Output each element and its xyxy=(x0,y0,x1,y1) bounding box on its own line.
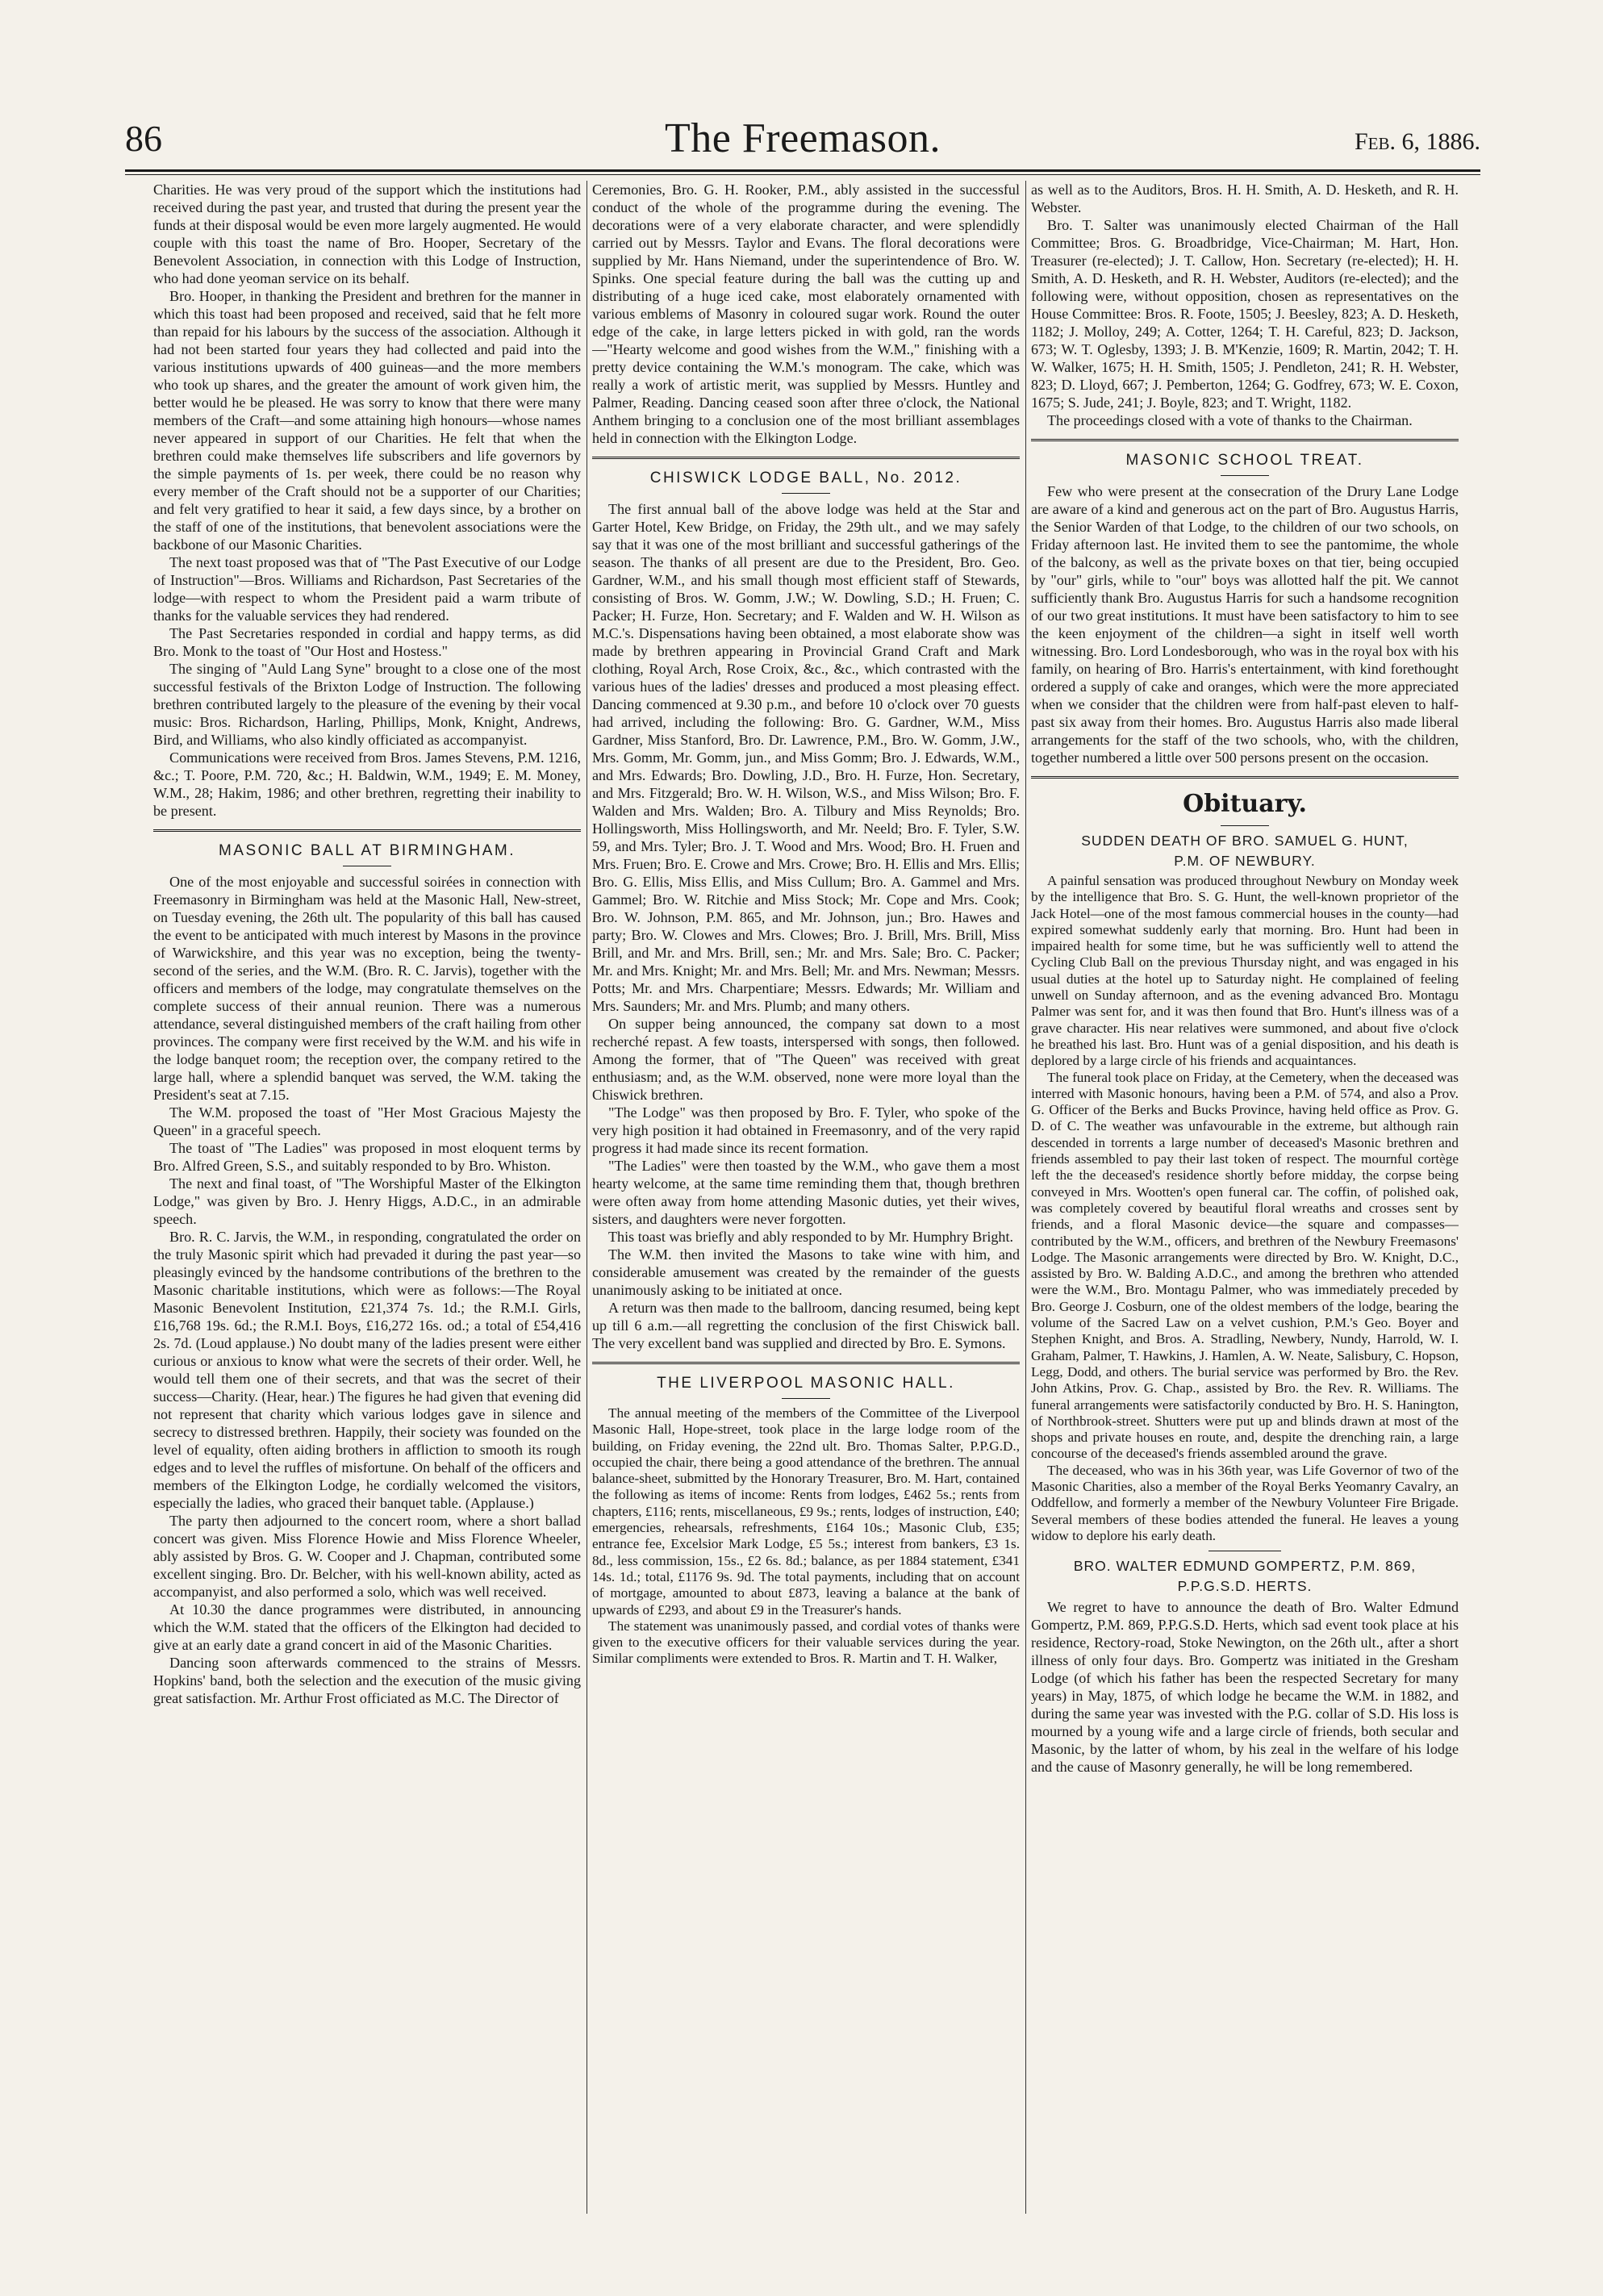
article-paragraph: Charities. He was very proud of the support which the institutions had received during the past year, and trusted that during the present year the funds at their disposal would be even more largely augmented. He would couple with this toast the name of Bro. Hooper, Secretary of the Benevolent Association, in connection with this Lodge of Instruction, who had done yeoman service on its behalf. xyxy=(153,182,581,286)
article-paragraph: The singing of "Auld Lang Syne" brought to a close one of the most successful festivals of the Brixton Lodge of Instruction. The following brethren contributed largely to the pleasure of the evening by their vocal music: Bros. Richardson, Harling, Phillips, Monk, Knight, Andrews, Bird, and Williams, who also kindly officiated as accompanyist. xyxy=(153,661,581,748)
newspaper-title: The Freemason. xyxy=(664,115,941,161)
article-paragraph: Few who were present at the consecration of the Drury Lane Lodge are aware of a kind and generous act on the part of Bro. Augustus Harris, the Senior Warden of that Lodge, to the children of our two schools, on Friday afternoon last. He invited them to see the pantomime, the whole of the balcony, as well as the private boxes on that tier, being occupied by "our" girls, while to "our" boys was allotted half the pit. We cannot sufficiently thank Bro. Augustus Harris for such a handsome recognition of our two great institutions. It must have been satisfactory to him to see the keen enjoyment of the children—a sight in itself well worth witnessing. Bro. Lord Londesborough, who was in the royal box with his family, on hearing of Bro. Harris's entertainment, with kind forethought ordered a supply of cake and oranges, which were the more appreciated when we consider that the children were from half-past eleven to half-past six away from their homes. Bro. Augustus Harris also made liberal arrangements for the staff of the two schools, who, with the children, together numbered a little over 500 persons present on the occasion. xyxy=(1031,483,1459,766)
column-3 xyxy=(1031,181,1459,2246)
section-heading: CHISWICK LODGE BALL, No. 2012. xyxy=(649,470,962,486)
article-paragraph: Dancing soon afterwards commenced to the strains of Messrs. Hopkins' band, both the selection and the execution of the music giving great satisfaction. Mr. Arthur Frost officiated as M.C. The Director of xyxy=(153,1655,581,1706)
article-paragraph: "The Lodge" was then proposed by Bro. F. Tyler, who spoke of the very high position it had obtained in Freemasonry, and of the very rapid progress it had made since its recent formation. xyxy=(592,1104,1020,1156)
heading-dash xyxy=(782,493,830,494)
obituary-subheading: P.P.G.S.D. HERTS. xyxy=(1177,1578,1313,1595)
article-paragraph: The Past Secretaries responded in cordial and happy terms, as did Bro. Monk to the toast of "Our Host and Hostess." xyxy=(153,625,581,659)
article-paragraph: The W.M. then invited the Masons to take wine with him, and considerable amusement was created by the remainder of the guests unanimously asking to be initiated at once. xyxy=(592,1246,1020,1298)
article-paragraph: "The Ladies" were then toasted by the W.M., who gave them a most hearty welcome, at the same time reminding them that, though brethren were often away from home attending Masonic duties, yet their wives, sisters, and daughters were never forgotten. xyxy=(592,1158,1020,1227)
heading-dash xyxy=(782,1398,830,1399)
obituary-subheading: P.M. OF NEWBURY. xyxy=(1174,853,1316,869)
article-paragraph: Ceremonies, Bro. G. H. Rooker, P.M., ably assisted in the successful conduct of the whole of the programme during the evening. The decorations were of a very elaborate character, and were splendidly carried out by Messrs. Taylor and Evans. The floral decorations were supplied by Mr. Hans Niemand, under the superintendence of Bro. W. Spinks. One special feature during the ball was the cutting up and distributing of a huge iced cake, most elaborately ornamented with various emblems of Masonry in coloured sugar work. Round the outer edge of the cake, in large letters picked in with gold, ran the words—"Hearty welcome and good wishes from the W.M.," finishing with a pretty device containing the W.M.'s monogram. The cake, which was really a work of artistic merit, was supplied by Messrs. Huntley and Palmer, Reading. Dancing ceased soon after three o'clock, the National Anthem bringing to a conclusion one of the most brilliant assemblages held in connection with the Elkington Lodge. xyxy=(592,182,1020,446)
masthead-rule-thin xyxy=(125,174,1480,175)
article-paragraph: The W.M. proposed the toast of "Her Most Gracious Majesty the Queen" in a graceful speech. xyxy=(153,1104,581,1138)
masthead xyxy=(125,113,1480,177)
article-paragraph: The next toast proposed was that of "The Past Executive of our Lodge of Instruction"—Bros. Williams and Richardson, Past Secretaries of the lodge—with respect to whom the President paid a warm tribute of thanks for the valuable services they had rendered. xyxy=(153,554,581,624)
issue-date: Feb. 6, 1886. xyxy=(1354,128,1480,155)
heading-dash xyxy=(1221,475,1269,476)
article-paragraph: Bro. R. C. Jarvis, the W.M., in responding, congratulated the order on the truly Masonic spirit which had prevaded it during the past year—so pleasingly evinced by the handsome contributions of the brethren to the Masonic charitable institutions, which were as follows:—The Royal Masonic Benevolent Institution, £21,374 7s. 1d.; the R.M.I. Girls, £16,768 19s. 6d.; the R.M.I. Boys, £16,272 16s. od.; a total of £54,416 2s. 7d. (Loud applause.) No doubt many of the ladies present were either curious or anxious to know what were the secrets of their order. Well, he would tell them one of their secrets, and that was the secret of their success—Charity. (Hear, hear.) The figures he had given that evening did not represent that charity which various lodges gave in silence and secrecy to distressed brethren. Happily, their society was founded on the level of equality, often aiding brothers in affliction to smooth its rough edges and to level the ruffles of misfortune. On behalf of the officers and members of the Elkington Lodge, he cordially welcomed the visitors, especially the ladies, who graced their banquet table. (Applause.) xyxy=(153,1229,581,1511)
section-heading: MASONIC BALL AT BIRMINGHAM. xyxy=(218,842,516,859)
article-paragraph: The funeral took place on Friday, at the Cemetery, when the deceased was interred with Masonic honours, having been a P.M. of 574, and also a Prov. G. Officer of the Berks and Bucks Province, having held office as Prov. G. D. of C. The weather was unfavourable in the extreme, but although rain descended in torrents a large number of deceased's Masonic brethren and friends assembled to pay their last token of respect. The mournful cortège left the the deceased's residence shortly before midday, the corpse being conveyed in Mrs. Wootten's open funeral car. The coffin, of polished oak, was completely covered by beautiful floral wreaths and crosses sent by friends, and a floral Masonic device—the square and compasses—contributed by the W.M., officers, and brethren of the Newbury Freemasons' Lodge. The Masonic arrangements were directed by Bro. W. Knight, D.C., assisted by Bro. W. Balding A.D.C., and among the brethren who attended were the W.M., Bro. Montagu Palmer, who was immediately preceded by Bro. George J. Cosburn, one of the oldest members of the lodge, bearing the volume of the Sacred Law on a velvet cushion, P.M.'s Geo. Boyer and Stephen Knight, and Bros. A. Stradling, Newbery, Nundy, Harrold, W. I. Graham, Palmer, T. Hawkins, J. Hamlen, A. W. Neate, Salisbury, C. Hopson, Legg, Dodd, and others. The burial service was performed by Bro. the Rev. John Atkins, Prov. G. Chap., assisted by Bro. the Rev. R. Williams. The funeral arrangements were satisfactorily conducted by Bro. H. S. Hanington, of Northbrook-street. Shutters were put up and blinds drawn at most of the shops and private houses en route, and, despite the drenching rain, a large concourse of the deceased's friends assembled around the grave. xyxy=(1031,1069,1459,1462)
section-heading: THE LIVERPOOL MASONIC HALL. xyxy=(657,1375,955,1392)
article-paragraph: At 10.30 the dance programmes were distributed, in announcing which the W.M. stated that the officers of the Elkington had decided to give at an early date a grand concert in aid of the Masonic Charities. xyxy=(153,1601,581,1653)
article-paragraph: The next and final toast, of "The Worshipful Master of the Elkington Lodge," was given by Bro. J. Henry Higgs, A.D.C., in an admirable speech. xyxy=(153,1175,581,1227)
article-paragraph: We regret to have to announce the death of Bro. Walter Edmund Gompertz, P.M. 869, P.P.G.S.D. Herts, which sad event took place at his residence, Rectory-road, Stoke Newington, on the 26th ult., after a short illness of only four days. Bro. Gompertz was initiated in the Gresham Lodge (of which his father has been the respected Secretary for many years) in May, 1875, of which lodge he became the W.M. in 1882, and during the same year was invested with the P.G. collar of S.D. His loss is mourned by a young wife and a large circle of friends, both secular and Masonic, by the latter of whom, by his zeal in the welfare of his lodge and the cause of Masonry generally, he will be long remembered. xyxy=(1031,1599,1459,1776)
section-rule xyxy=(592,457,1020,459)
article-paragraph: The deceased, who was in his 36th year, was Life Governor of two of the Masonic Charities, also a member of the Royal Berks Yeomanry Cavalry, an Oddfellow, and formerly a member of the Newbury Volunteer Fire Brigade. Several members of these bodies attended the funeral. He leaves a young widow to deplore his early death. xyxy=(1031,1462,1459,1543)
column-divider xyxy=(1025,181,1026,2214)
article-paragraph: A painful sensation was produced throughout Newbury on Monday week by the intelligence that Bro. S. G. Hunt, the well-known proprietor of the Jack Hotel—one of the most famous commercial houses in the county—had expired somewhat suddenly early that morning. Bro. Hunt had been in impaired health for some time, but he was sufficiently well to attend the Cycling Club Ball on the previous Thursday night, and was engaged in his usual duties at the hotel up to Saturday night. He complained of feeling unwell on Sunday afternoon, and as the evening advanced Bro. Montagu Palmer was sent for, and it was then found that Bro. Hunt's illness was of a grave character. His near relatives were summoned, and about five o'clock he breathed his last. Bro. Hunt was of a genial disposition, and his death is deplored by a large circle of his friends and acquaintances. xyxy=(1031,873,1459,1069)
article-paragraph: The first annual ball of the above lodge was held at the Star and Garter Hotel, Kew Bridge, on Friday, the 29th ult., and we may safely say that it was one of the most brilliant and successful gatherings of the season. The thanks of all present are due to the President, Bro. Geo. Gardner, W.M., and his small though most efficient staff of Stewards, consisting of Bros. W. Gomm, J.W.; W. Dowling, S.D.; H. Fruen; C. Packer; H. Furze, Hon. Secretary; and F. Walden and W. H. Wilson as M.C.'s. Dispensations having been obtained, a most elaborate show was made by brethren appearing in Provincial Grand Craft and Mark clothing, Royal Arch, Rose Croix, &c., &c., which contrasted with the various hues of the ladies' dresses and produced a most pleasing effect. Dancing commenced at 9.30 p.m., and before 10 o'clock over 70 guests had arrived, including the following: Bro. G. Gardner, W.M., Miss Gardner, Miss Stanford, Bro. Dr. Lawrence, P.M., Bro. W. Gomm, J.W., Mrs. Gomm, Mr. Gomm, jun., and Miss Gomm; Bro. J. Edwards, W.M., and Mrs. Edwards; Bro. Dowling, J.D., Bro. H. Furze, Hon. Secretary, and Mrs. Fitzgerald; Bro. W. H. Wilson, W.S., and Miss Wilson; Bro. F. Walden and Mrs. Walden; Bro. A. Tilbury and Miss Reynolds; Bro. Hollingsworth, Miss Hollingsworth, and Mr. Neeld; Bro. F. Tyler, S.W. 59, and Mrs. Tyler; Bro. J. T. Wood and Mrs. Wood; Bro. H. Fruen and Mrs. Fruen; Bro. E. Crowe and Mrs. Crowe; Bro. H. Ellis and Mrs. Ellis; Bro. G. Ellis, Miss Ellis, and Miss Cullum; Bro. A. Gammel and Mrs. Gammel; Bro. W. Ritchie and Miss Stock; Mr. Cope and Mrs. Cook; Bro. W. Johnson, P.M. 865, and Mr. Johnson, jun.; Bro. Hawes and party; Bro. W. Clowes and Mrs. Clowes; Bro. J. Brill, Mrs. Brill, Miss Brill, and Mr. and Mrs. Brill, sen.; Mr. and Mrs. Sale; Bro. C. Packer; Mr. and Mrs. Knight; Mr. and Mrs. Bell; Mr. and Mrs. Newman; Messrs. Potts; Mr. and Mrs. Charpentiare; Messrs. Edwards; Mr. William and Mrs. Saunders; Mr. and Mrs. Plumb; and many others. xyxy=(592,501,1020,1014)
section-school-treat xyxy=(1031,439,1459,476)
heading-dash xyxy=(1221,825,1269,826)
article-paragraph: The toast of "The Ladies" was proposed in most eloquent terms by Bro. Alfred Green, S.S., and suitably responded to by Bro. Whiston. xyxy=(153,1140,581,1174)
article-paragraph: as well as to the Auditors, Bros. H. H. Smith, A. D. Hesketh, and R. H. Webster. xyxy=(1031,182,1459,215)
article-paragraph: On supper being announced, the company sat down to a most recherché repast. A few toasts, interspersed with songs, then followed. Among the former, that of "The Queen" was received with great enthusiasm; and, as the W.M. observed, none were more loyal than the Chiswick brethren. xyxy=(592,1016,1020,1103)
obituary-subheading: SUDDEN DEATH OF BRO. SAMUEL G. HUNT, xyxy=(1081,833,1409,849)
section-obituary xyxy=(1031,776,1459,826)
section-rule xyxy=(1031,776,1459,779)
article-paragraph: A return was then made to the ballroom, dancing resumed, being kept up till 6 a.m.—all regretting the conclusion of the first Chiswick ball. The very excellent band was supplied and directed by Bro. E. Symons. xyxy=(592,1300,1020,1351)
article-paragraph: Bro. Hooper, in thanking the President and brethren for the manner in which this toast had been proposed and received, said that he felt more than repaid for his labours by the success of the association. Although it had not been started four years they had collected and paid into the various institutions upwards of 400 guineas—and the more members who took up shares, and the greater the amount of work given him, the better would he be pleased. He was sorry to know that there were many members of the Craft—and some attaining high honours—whose names never appeared in support of our Charities. He felt that when the brethren could make themselves life subscribers and life governors by the simple payments of 1s. per week, there could be no reason why every member of the Craft should not be a supporter of our Charities; and felt very gratified to hear it said, a few days since, by a brother on the staff of one of the institutions, that benevolent associations were the backbone of our Masonic Charities. xyxy=(153,288,581,553)
article-paragraph: The statement was unanimously passed, and cordial votes of thanks were given to the executive officers for their valuable services during the year. Similar compliments were extended to Bros. R. Martin and T. H. Walker, xyxy=(592,1618,1020,1667)
article-paragraph: The proceedings closed with a vote of thanks to the Chairman. xyxy=(1047,412,1413,428)
section-rule xyxy=(1031,439,1459,441)
obituary-heading: Obituary. xyxy=(1183,790,1307,818)
column-2 xyxy=(592,181,1020,2246)
article-paragraph: The annual meeting of the members of the Committee of the Liverpool Masonic Hall, Hope-street, took place in the large lodge room of the building, on Friday evening, the 22nd ult. Bro. Thomas Salter, P.P.G.D., occupied the chair, there being a good attendance of the brethren. The annual balance-sheet, submitted by the Honorary Treasurer, Bro. M. Hart, contained the following as items of income: Rents from lodges, £462 5s.; rents from chapters, £116; rents, miscellaneous, £9 9s.; rents, lodges of instruction, £40; emergencies, rehearsals, refreshments, £164 10s.; Masonic Club, £35; entrance fee, Excelsior Mark Lodge, £5 5s.; interest from bankers, £3 1s. 8d., less commission, 15s., £2 6s. 8d.; balance, as per 1884 statement, £341 14s. 1d.; total, £1176 9s. 9d. The total payments, including that on account of mortgage, amounted to about £873, leaving a balance at the bank of upwards of £293, and about £9 in the Treasurer's hands. xyxy=(592,1405,1020,1618)
masthead-rule xyxy=(125,169,1480,172)
obituary-subheading: BRO. WALTER EDMUND GOMPERTZ, P.M. 869, xyxy=(1073,1558,1417,1575)
article-paragraph: Communications were received from Bros. James Stevens, P.M. 1216, &c.; T. Poore, P.M. 720, &c.; H. Baldwin, W.M., 1949; E. M. Money, W.M., 28; Hakim, 1986; and other brethren, regretting their inability to be present. xyxy=(153,749,581,819)
section-chiswick xyxy=(592,457,1020,494)
page-number: 86 xyxy=(125,118,162,159)
column-1 xyxy=(153,181,581,2246)
section-birmingham xyxy=(153,829,581,866)
article-paragraph: The party then adjourned to the concert room, where a short ballad concert was given. Miss Florence Howie and Miss Florence Wheeler, ably assisted by Bros. G. W. Cooper and J. Chapman, contributed some excellent singing. Bro. Dr. Belcher, with his well-known ability, acted as accompanyist, and also performed a solo, which was well received. xyxy=(153,1513,581,1600)
section-heading: MASONIC SCHOOL TREAT. xyxy=(1125,452,1364,469)
article-paragraph: Bro. T. Salter was unanimously elected Chairman of the Hall Committee; Bros. G. Broadbridge, Vice-Chairman; M. Hart, Hon. Treasurer (re-elected); J. T. Callow, Hon. Secretary (re-elected); H. H. Smith, A. D. Hesketh, and R. H. Webster, Auditors (re-elected); and the following were, without opposition, chosen as representatives on the House Committee: Bros. R. Foote, 1505; J. Beesley, 823; A. D. Hesketh, 1182; J. Molloy, 249; A. Cotter, 1264; T. H. Careful, 823; D. Jackson, 673; W. T. Oglesby, 1393; J. B. M'Kenzie, 1609; R. Martin, 2042; T. H. W. Walker, 1675; H. H. Smith, 1505; J. Pendleton, 241; R. H. Webster, 823; D. Lloyd, 667; J. Pemberton, 1264; G. Godfrey, 673; W. E. Coxon, 1675; S. Jude, 241; J. Boyle, 823; and T. Wright, 1182. xyxy=(1031,217,1459,411)
article-paragraph: This toast was briefly and ably responded to by Mr. Humphry Bright. xyxy=(608,1229,1014,1245)
section-rule xyxy=(592,1362,1020,1364)
section-liverpool xyxy=(592,1362,1020,1399)
section-rule xyxy=(153,829,581,832)
article-paragraph: One of the most enjoyable and successful soirées in connection with Freemasonry in Birmingham was held at the Masonic Hall, New-street, on Tuesday evening, the 26th ult. The popularity of this ball has caused the event to be anticipated with much interest by Masons in the province of Warwickshire, and this year was no exception, being the twenty-second of the series, and the W.M. (Bro. R. C. Jarvis), together with the officers and members of the lodge, may congratulate themselves on the complete success of their annual reunion. There was a numerous attendance, several distinguished members of the craft hailing from other provinces. The company were first received by the W.M. and his wife in the lodge banquet room; the reception over, the company retired to the large hall, where a splendid banquet was served, the W.M. taking the President's seat at 7.15. xyxy=(153,874,581,1103)
